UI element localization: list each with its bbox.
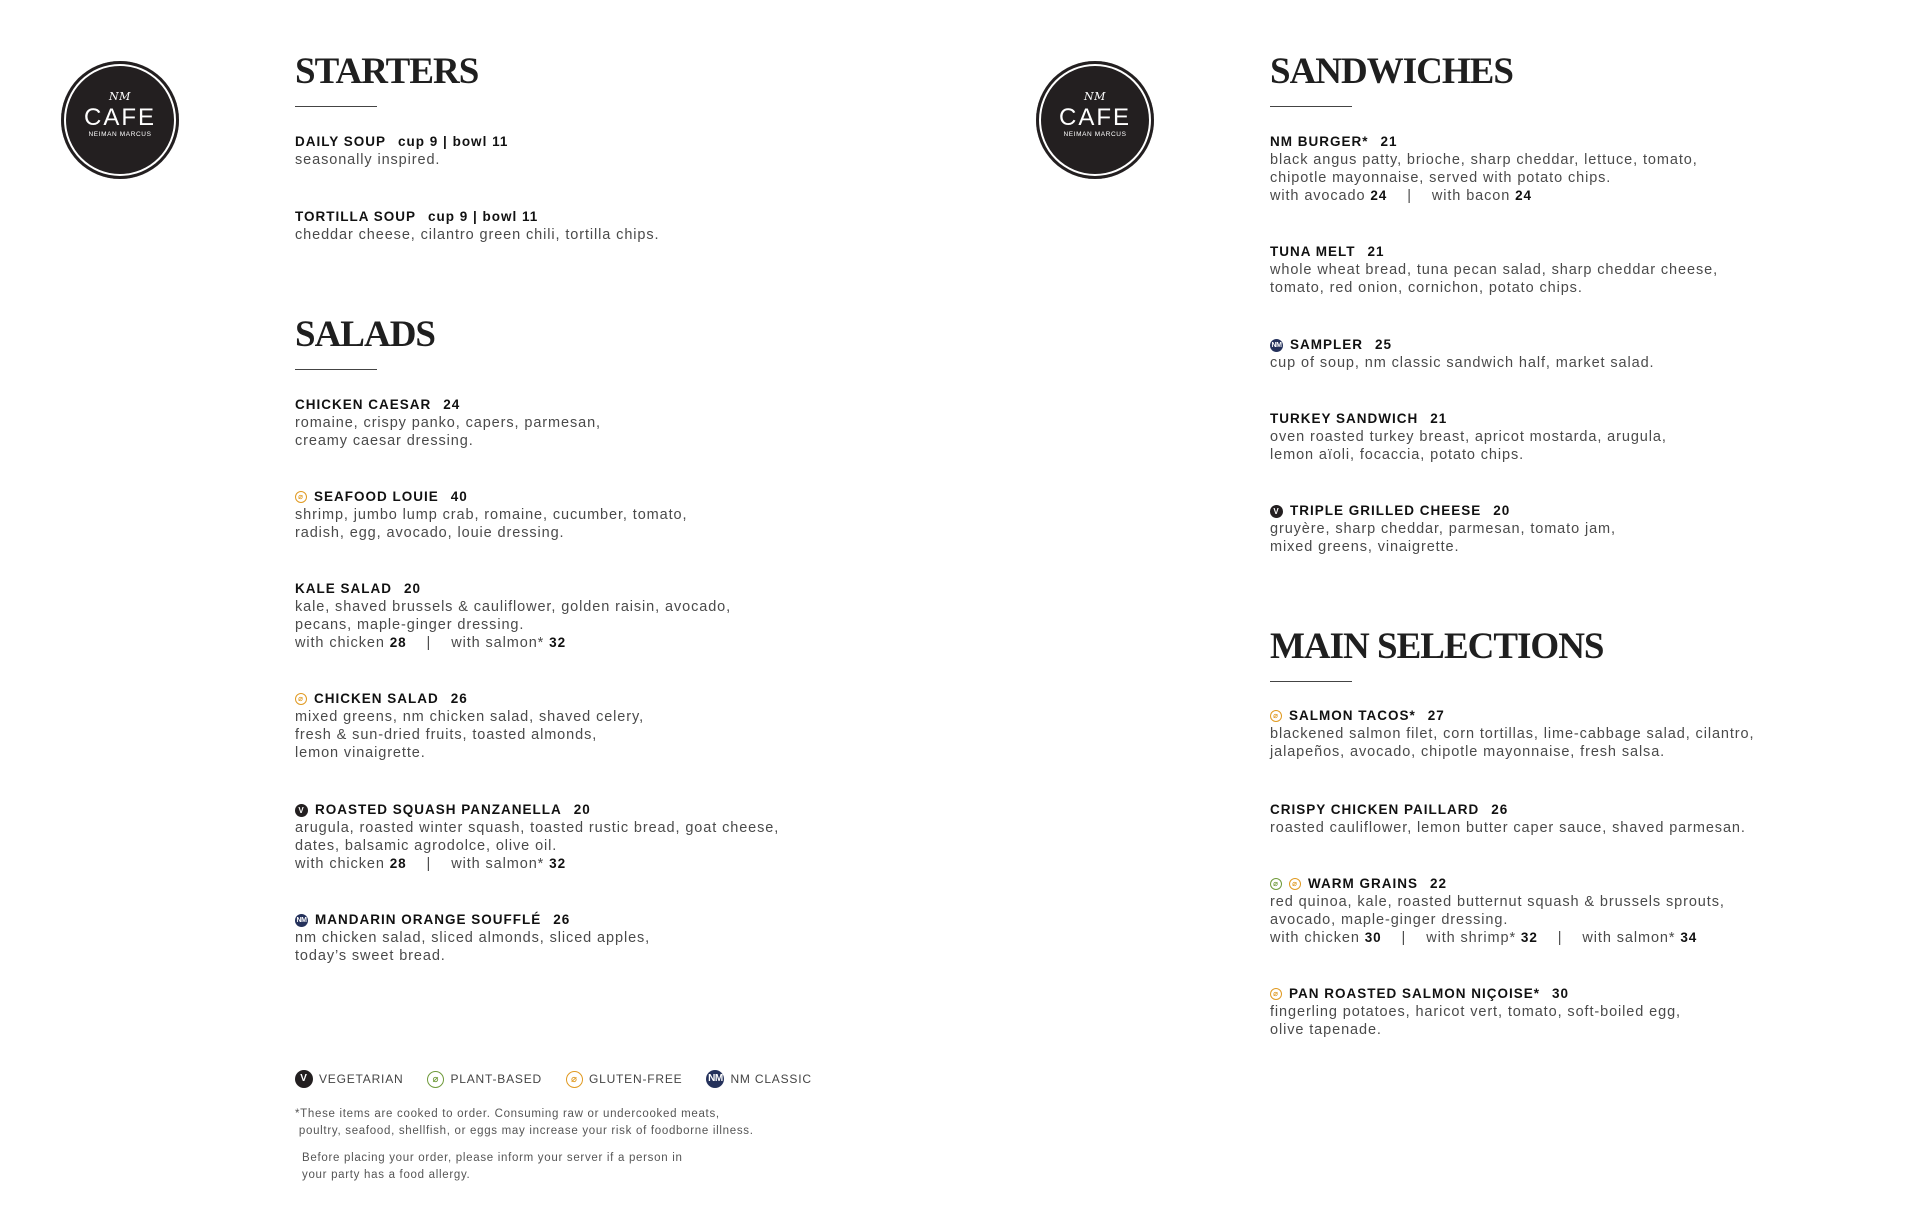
vegetarian-icon: V: [295, 804, 308, 817]
section-divider: [1270, 106, 1352, 107]
logo-cafe-text: CAFE: [1058, 104, 1131, 131]
item-description: arugula, roasted winter squash, toasted rustic bread, goat cheese,: [295, 820, 780, 836]
item-price: 26: [553, 912, 571, 927]
item-description: jalapeños, avocado, chipotle mayonnaise, fresh salsa.: [1270, 744, 1666, 760]
item-name: TORTILLA SOUP: [295, 209, 416, 224]
item-description: shrimp, jumbo lump crab, romaine, cucumber, tomato,: [295, 507, 688, 523]
menu-item: [1270, 985, 1870, 1039]
gluten-free-icon: ⌀: [1270, 710, 1282, 722]
nm-monogram: NM: [109, 90, 131, 103]
logo-subtitle: NEIMAN MARCUS: [1063, 131, 1127, 138]
item-description: kale, shaved brussels & cauliflower, golden raisin, avocado,: [295, 599, 732, 615]
item-price: 25: [1375, 337, 1393, 352]
item-name: TURKEY SANDWICH: [1270, 411, 1419, 426]
item-price: 30: [1552, 986, 1570, 1001]
menu-item: [295, 690, 855, 762]
gluten-free-icon: ⌀: [295, 491, 307, 503]
item-description: roasted cauliflower, lemon butter caper sauce, shaved parmesan.: [1270, 820, 1746, 836]
item-description: cheddar cheese, cilantro green chili, tortilla chips.: [295, 227, 660, 243]
item-name: PAN ROASTED SALMON NIÇOISE*: [1289, 986, 1541, 1001]
menu-item: [295, 580, 855, 652]
item-description: lemon aïoli, focaccia, potato chips.: [1270, 447, 1525, 463]
gluten-free-icon: ⌀: [566, 1071, 583, 1088]
menu-item: [1270, 336, 1870, 372]
item-description: nm chicken salad, sliced almonds, sliced apples,: [295, 930, 651, 946]
item-price: 21: [1430, 411, 1448, 426]
nm-classic-icon: NM: [1270, 339, 1283, 352]
item-options: with chicken 28 | with salmon* 32: [295, 856, 566, 872]
item-price: 26: [450, 691, 468, 706]
plant-based-icon: ⌀: [427, 1071, 444, 1088]
logo-cafe-text: CAFE: [83, 104, 156, 131]
menu-item: [1270, 502, 1870, 556]
item-description: olive tapenade.: [1270, 1022, 1382, 1038]
item-description: avocado, maple-ginger dressing.: [1270, 912, 1509, 928]
menu-item: [1270, 410, 1870, 464]
menu-item: [1270, 707, 1870, 761]
item-name: CRISPY CHICKEN PAILLARD: [1270, 802, 1480, 817]
item-description: mixed greens, vinaigrette.: [1270, 539, 1460, 555]
item-price: 24: [443, 397, 461, 412]
item-description: romaine, crispy panko, capers, parmesan,: [295, 415, 601, 431]
cafe-logo: [61, 61, 179, 179]
item-description: blackened salmon filet, corn tortillas, lime-cabbage salad, cilantro,: [1270, 726, 1755, 742]
item-description: creamy caesar dressing.: [295, 433, 474, 449]
gluten-free-icon: ⌀: [295, 693, 307, 705]
item-description: mixed greens, nm chicken salad, shaved celery,: [295, 709, 645, 725]
item-name: DAILY SOUP: [295, 134, 387, 149]
menu-item: [1270, 875, 1870, 947]
raw-food-notice: *These items are cooked to order. Consuming raw or undercooked meats, poultry, seafood, shellfish, or eggs may increase your risk of foodborne illness.: [295, 1108, 754, 1137]
nm-classic-icon: NM: [295, 914, 308, 927]
section-divider: [295, 369, 377, 370]
item-name: SEAFOOD LOUIE: [314, 489, 439, 504]
nm-classic-icon: NM: [706, 1070, 724, 1088]
item-price: 21: [1380, 134, 1398, 149]
item-price: 21: [1367, 244, 1385, 259]
item-price: 20: [404, 581, 422, 596]
left-column: [295, 0, 855, 1222]
item-name: KALE SALAD: [295, 581, 392, 596]
item-options: with chicken 28 | with salmon* 32: [295, 635, 566, 651]
menu-item: [295, 396, 855, 450]
salads-section: [295, 315, 435, 370]
item-description: cup of soup, nm classic sandwich half, market salad.: [1270, 355, 1655, 371]
menu-item: [295, 208, 855, 244]
nm-monogram: NM: [1084, 90, 1106, 103]
item-name: SALMON TACOS*: [1289, 708, 1416, 723]
item-price: cup 9 | bowl 11: [428, 209, 539, 224]
item-description: black angus patty, brioche, sharp cheddar, lettuce, tomato,: [1270, 152, 1698, 168]
item-price: 20: [1493, 503, 1511, 518]
section-divider: [1270, 681, 1352, 682]
menu-item: [1270, 133, 1870, 205]
menu-item: [295, 801, 855, 873]
item-description: today’s sweet bread.: [295, 948, 446, 964]
item-description: pecans, maple-ginger dressing.: [295, 617, 525, 633]
item-price: 22: [1430, 876, 1448, 891]
item-description: red quinoa, kale, roasted butternut squash & brussels sprouts,: [1270, 894, 1725, 910]
item-description: seasonally inspired.: [295, 152, 441, 168]
item-description: tomato, red onion, cornichon, potato chips.: [1270, 280, 1583, 296]
item-description: lemon vinaigrette.: [295, 745, 426, 761]
item-name: CHICKEN CAESAR: [295, 397, 432, 412]
menu-item: [1270, 801, 1870, 837]
item-name: CHICKEN SALAD: [314, 691, 439, 706]
item-name: WARM GRAINS: [1308, 876, 1418, 891]
item-options: with avocado 24 | with bacon 24: [1270, 188, 1532, 204]
section-title: MAIN SELECTIONS: [1270, 626, 1604, 667]
item-price: cup 9 | bowl 11: [398, 134, 509, 149]
section-title: SALADS: [295, 314, 435, 355]
item-description: oven roasted turkey breast, apricot mostarda, arugula,: [1270, 429, 1667, 445]
item-name: ROASTED SQUASH PANZANELLA: [315, 802, 562, 817]
gluten-free-icon: ⌀: [1289, 878, 1301, 890]
main-selections-section: [1270, 627, 1604, 682]
legend-gluten-free: ⌀ GLUTEN-FREE: [566, 1071, 682, 1088]
section-divider: [295, 106, 377, 107]
menu-item: [295, 133, 855, 169]
legend-nm-classic: NM NM CLASSIC: [708, 1072, 812, 1086]
item-description: gruyère, sharp cheddar, parmesan, tomato jam,: [1270, 521, 1616, 537]
vegetarian-icon: V: [295, 1070, 313, 1088]
menu-item: [1270, 243, 1870, 297]
section-title: SANDWICHES: [1270, 51, 1513, 92]
right-column: [1270, 0, 1870, 1222]
item-description: fresh & sun-dried fruits, toasted almonds,: [295, 727, 598, 743]
item-description: dates, balsamic agrodolce, olive oil.: [295, 838, 558, 854]
allergy-notice: Before placing your order, please inform your server if a person in your party has a food allergy.: [302, 1152, 683, 1181]
logo-subtitle: NEIMAN MARCUS: [88, 131, 152, 138]
starters-section: [295, 52, 478, 107]
legend-vegetarian: V VEGETARIAN: [295, 1070, 403, 1088]
item-price: 20: [573, 802, 591, 817]
gluten-free-icon: ⌀: [1270, 988, 1282, 1000]
item-price: 40: [450, 489, 468, 504]
item-description: chipotle mayonnaise, served with potato chips.: [1270, 170, 1612, 186]
item-description: fingerling potatoes, haricot vert, tomato, soft-boiled egg,: [1270, 1004, 1681, 1020]
menu-item: [295, 488, 855, 542]
item-name: TRIPLE GRILLED CHEESE: [1290, 503, 1482, 518]
cafe-logo: [1036, 61, 1154, 179]
item-price: 26: [1491, 802, 1509, 817]
dietary-legend: [295, 1070, 836, 1088]
item-name: MANDARIN ORANGE SOUFFLÉ: [315, 912, 542, 927]
item-name: NM BURGER*: [1270, 134, 1369, 149]
item-description: radish, egg, avocado, louie dressing.: [295, 525, 565, 541]
section-title: STARTERS: [295, 51, 479, 92]
legend-plant-based: ⌀ PLANT-BASED: [427, 1071, 542, 1088]
menu-item: [295, 911, 855, 965]
vegetarian-icon: V: [1270, 505, 1283, 518]
item-price: 27: [1427, 708, 1445, 723]
item-name: TUNA MELT: [1270, 244, 1356, 259]
item-description: whole wheat bread, tuna pecan salad, sharp cheddar cheese,: [1270, 262, 1718, 278]
item-options: with chicken 30 | with shrimp* 32 | with salmon* 34: [1270, 930, 1698, 946]
item-name: SAMPLER: [1290, 337, 1364, 352]
plant-based-icon: ⌀: [1270, 878, 1282, 890]
sandwiches-section: [1270, 52, 1513, 107]
